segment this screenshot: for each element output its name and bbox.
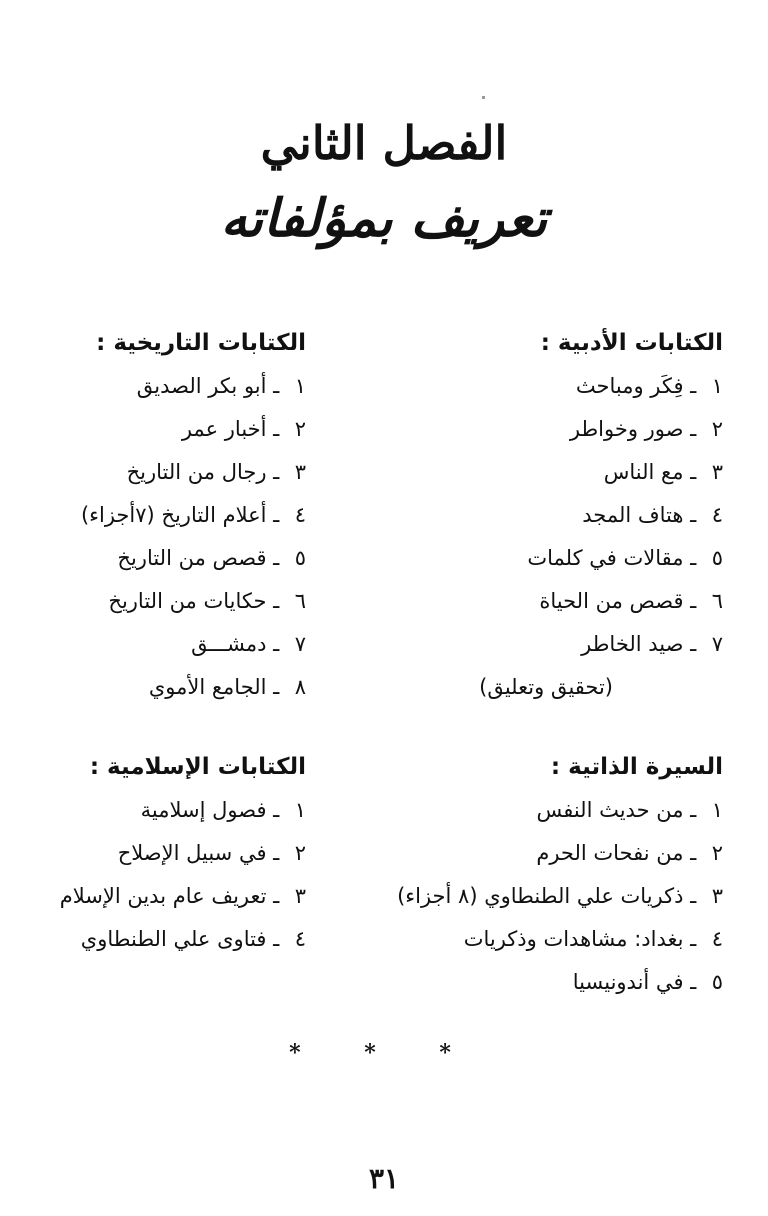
list-item: ٧ ـ صيد الخاطر — [581, 632, 723, 656]
list-item: ٥ ـ في أندونيسيا — [572, 970, 723, 994]
list-item: ٤ ـ أعلام التاريخ (٧أجزاء) — [80, 503, 306, 527]
list-item: ٢ ـ من نفحات الحرم — [536, 841, 723, 865]
list-item: ١ ـ أبو بكر الصديق — [136, 374, 306, 398]
section-autobiography — [363, 746, 723, 1004]
list-item: ٢ ـ في سبيل الإصلاح — [117, 841, 306, 865]
section-heading: السيرة الذاتية : — [550, 754, 723, 780]
list-item: ٣ ـ تعريف عام بدين الإسلام — [59, 884, 306, 908]
page-number: ٣١ — [368, 1162, 400, 1195]
list-item: ٢ ـ صور وخواطر — [569, 417, 723, 441]
section-islamic — [6, 746, 306, 961]
list-item: ١ ـ فصول إسلامية — [140, 798, 306, 822]
section-heading: الكتابات الإسلامية : — [89, 754, 306, 780]
list-item: ٢ ـ أخبار عمر — [181, 417, 306, 441]
list-item: ٧ ـ دمشـــق — [191, 632, 306, 656]
list-item: ٤ ـ فتاوى علي الطنطاوي — [80, 927, 306, 951]
list-item: ٤ ـ بغداد: مشاهدات وذكريات — [463, 927, 723, 951]
section-historical — [6, 322, 306, 709]
list-item: ١ ـ من حديث النفس — [536, 798, 723, 822]
list-item: ٨ ـ الجامع الأموي — [148, 675, 306, 699]
section-heading: الكتابات التاريخية : — [96, 330, 306, 356]
list-item: ٥ ـ مقالات في كلمات — [527, 546, 723, 570]
decorative-dot — [482, 96, 485, 99]
section-separator: * * * — [289, 1040, 479, 1066]
list-item-note: (تحقيق وتعليق) — [479, 675, 613, 699]
chapter-label: الفصل الثاني — [260, 116, 508, 170]
list-item: ٦ ـ قصص من الحياة — [539, 589, 723, 613]
list-item: ٥ ـ قصص من التاريخ — [117, 546, 306, 570]
chapter-title: تعريف بمؤلفاته — [220, 188, 548, 249]
section-heading: الكتابات الأدبية : — [540, 330, 723, 356]
list-item: ٤ ـ هتاف المجد — [582, 503, 723, 527]
section-literary — [363, 322, 723, 709]
list-item: ٦ ـ حكايات من التاريخ — [108, 589, 306, 613]
list-item: ٣ ـ رجال من التاريخ — [126, 460, 306, 484]
list-item: ٣ ـ مع الناس — [603, 460, 723, 484]
list-item: ٣ ـ ذكريات علي الطنطاوي (٨ أجزاء) — [397, 884, 723, 908]
list-item: ١ ـ فِكَر ومباحث — [575, 374, 723, 398]
